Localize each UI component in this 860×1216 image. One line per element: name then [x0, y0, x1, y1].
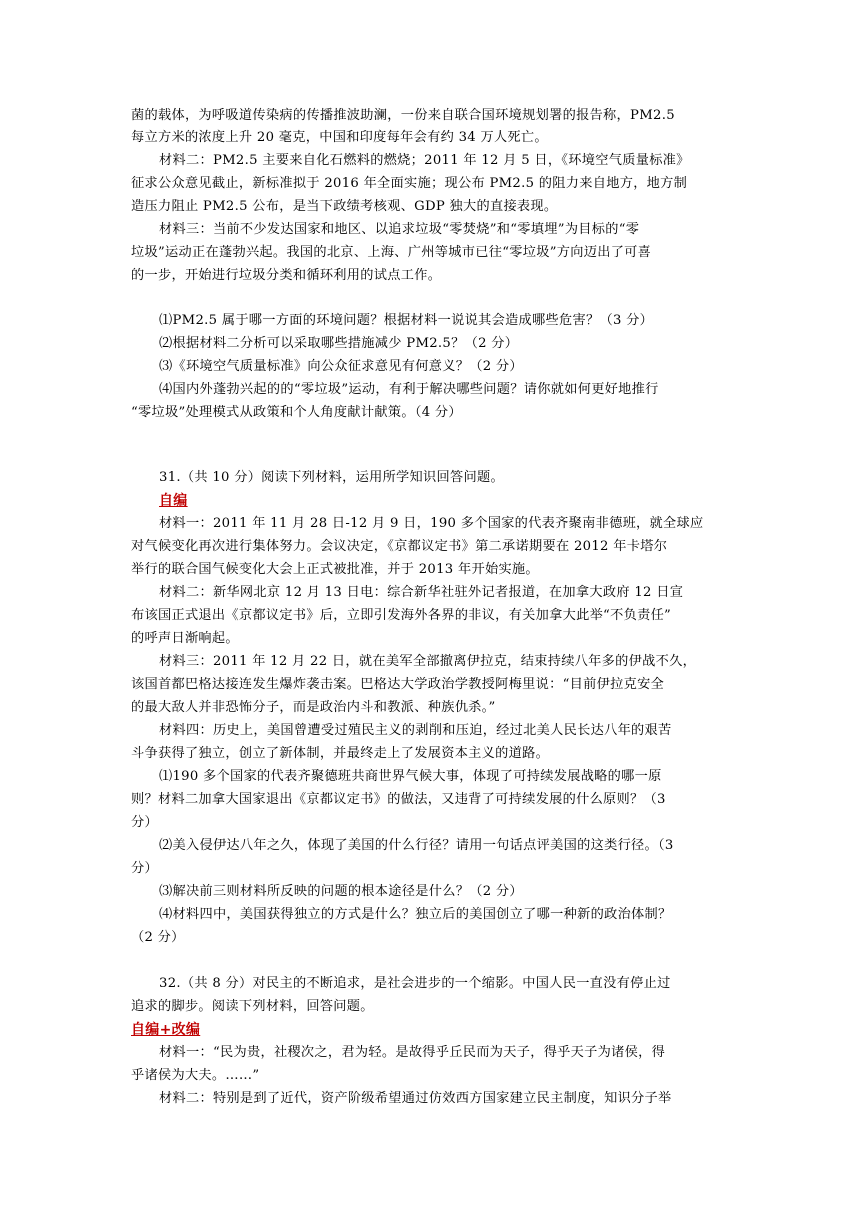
q31-text-line: 的呼声日渐响起。 — [131, 631, 239, 646]
q30-material-3: 材料三：当前不少发达国家和地区、以追求垃圾“零焚烧”和“零填埋”为目标的“零 — [159, 222, 640, 237]
q32-text-line: 乎诸侯为大夫。……” — [131, 1068, 260, 1083]
q31-text-line: 对气候变化再次进行集体努力。会议决定，《京都议定书》第二承诺期要在 2012 年卡塔尔 — [131, 539, 668, 554]
q31-text-line: （2 分） — [131, 930, 185, 945]
q31-question-4: ⑷材料四中，美国获得独立的方式是什么？独立后的美国创立了哪一种新的政治体制？ — [159, 907, 672, 922]
q31-question-2: ⑵美入侵伊达八年之久，体现了美国的什么行径？请用一句话点评美国的这类行径。（3 — [159, 838, 674, 853]
q32-material-2: 材料二：特别是到了近代，资产阶级希望通过仿效西方国家建立民主制度，知识分子举 — [159, 1091, 672, 1106]
q32-source-tag: 自编+改编 — [131, 1022, 201, 1038]
q31-text-line: 举行的联合国气候变化大会上正式被批准，并于 2013 年开始实施。 — [131, 562, 539, 577]
q32-text-line: 追求的脚步。阅读下列材料，回答问题。 — [131, 999, 374, 1014]
q31-question-3: ⑶解决前三则材料所反映的问题的根本途径是什么？（2 分） — [159, 884, 523, 899]
q30-text-line: 造压力阻止 PM2.5 公布，是当下政绩考核观、GDP 独大的直接表现。 — [131, 199, 558, 214]
q31-text-line: 分） — [131, 861, 158, 876]
q32-heading: 32.（共 8 分）对民主的不断追求，是社会进步的一个缩影。中国人民一直没有停止过 — [159, 976, 671, 991]
q31-text-line: 则？材料二加拿大国家退出《京都议定书》的做法，又违背了可持续发展的什么原则？（3 — [131, 792, 666, 807]
q30-question-1: ⑴PM2.5 属于哪一方面的环境问题？根据材料一说说其会造成哪些危害？（3 分） — [159, 313, 654, 328]
q30-text-line: 菌的载体，为呼吸道传染病的传播推波助澜，一份来自联合国环境规划署的报告称，PM2.5 — [131, 108, 675, 123]
q32-material-1: 材料一：“民为贵，社稷次之，君为轻。是故得乎丘民而为天子，得乎天子为诸侯，得 — [159, 1045, 666, 1060]
q31-material-1: 材料一：2011 年 11 月 28 日-12 月 9 日，190 多个国家的代表齐聚南非德班，就全球应 — [159, 516, 704, 531]
q30-text-line: 每立方米的浓度上升 20 毫克，中国和印度每年会有约 34 万人死亡。 — [131, 130, 548, 145]
q30-question-3: ⑶《环境空气质量标准》向公众征求意见有何意义？（2 分） — [159, 359, 523, 374]
q30-material-2: 材料二：PM2.5 主要来自化石燃料的燃烧；2011 年 12 月 5 日，《环境空气质量标准》 — [159, 153, 690, 168]
q31-material-3: 材料三：2011 年 12 月 22 日，就在美军全部撤离伊拉克，结束持续八年多的伊战不久， — [159, 654, 697, 669]
q30-text-line: “零垃圾”处理模式从政策和个人角度献计献策。（4 分） — [131, 405, 462, 420]
q31-text-line: 的最大敌人并非恐怖分子，而是政治内斗和教派、种族仇杀。” — [131, 700, 496, 715]
q31-text-line: 斗争获得了独立，创立了新体制，并最终走上了发展资本主义的道路。 — [131, 746, 550, 761]
q31-question-1: ⑴190 多个国家的代表齐聚德班共商世界气候大事，体现了可持续发展战略的哪一原 — [159, 769, 662, 784]
q31-text-line: 布该国正式退出《京都议定书》后，立即引发海外各界的非议，有关加拿大此举“不负责任” — [131, 608, 672, 623]
q31-text-line: 分） — [131, 815, 158, 830]
q30-text-line: 征求公众意见截止，新标准拟于 2016 年全面实施；现公布 PM2.5 的阻力来自地方，地方制 — [131, 176, 688, 191]
q30-question-4: ⑷国内外蓬勃兴起的的“零垃圾”运动，有利于解决哪些问题？请你就如何更好地推行 — [159, 382, 659, 397]
q31-text-line: 该国首都巴格达接连发生爆炸袭击案。巴格达大学政治学教授阿梅里说：“目前伊拉克安全 — [131, 677, 665, 692]
q30-question-2: ⑵根据材料二分析可以采取哪些措施减少 PM2.5？（2 分） — [159, 336, 519, 351]
q30-text-line: 垃圾”运动正在蓬勃兴起。我国的北京、上海、广州等城市已往“零垃圾”方向迈出了可喜 — [131, 245, 652, 260]
q31-material-4: 材料四：历史上，美国曾遭受过殖民主义的剥削和压迫，经过北美人民长达八年的艰苦 — [159, 723, 672, 738]
q31-material-2: 材料二：新华网北京 12 月 13 日电：综合新华社驻外记者报道，在加拿大政府 12 日宣 — [159, 585, 684, 600]
q31-source-tag: 自编 — [159, 493, 188, 509]
q30-text-line: 的一步，开始进行垃圾分类和循环利用的试点工作。 — [131, 268, 442, 283]
q31-heading: 31.（共 10 分）阅读下列材料，运用所学知识回答问题。 — [159, 470, 504, 485]
